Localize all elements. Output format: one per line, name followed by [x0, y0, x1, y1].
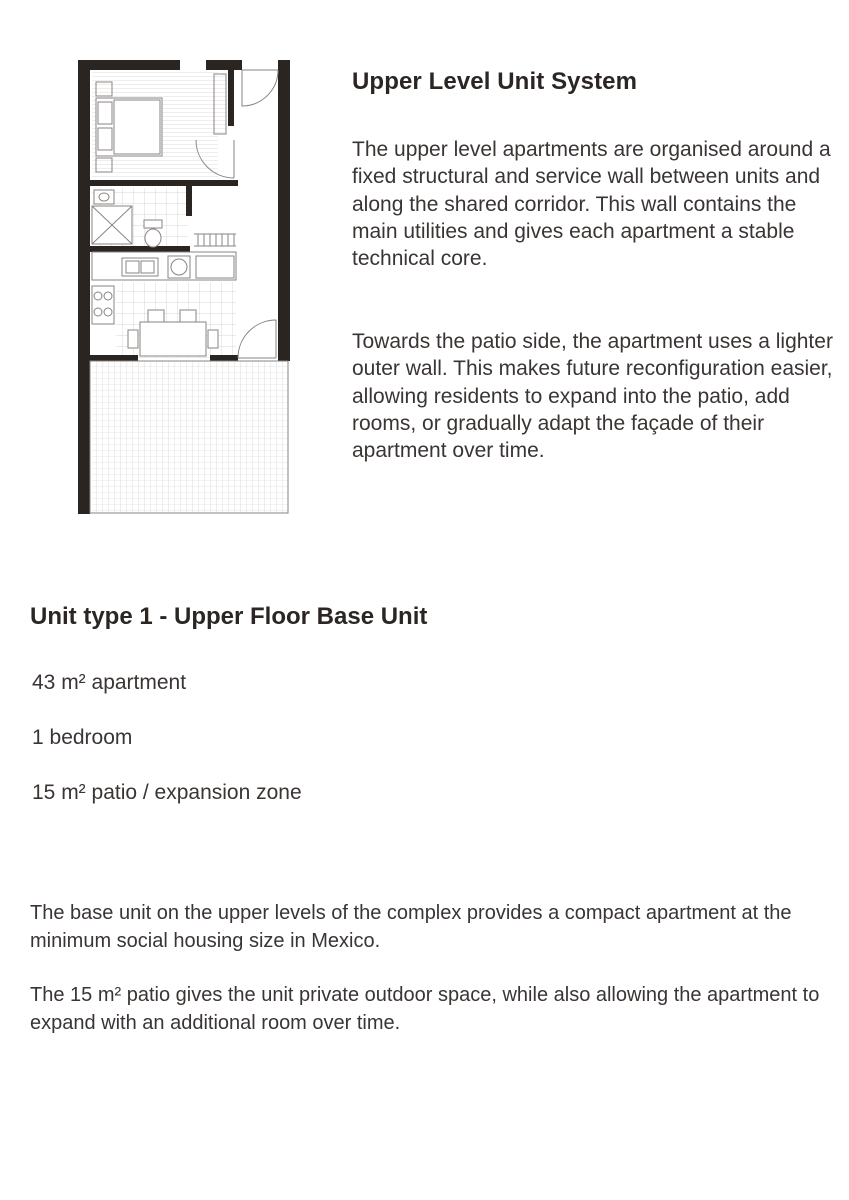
section-title: Upper Level Unit System: [352, 68, 638, 95]
unit-description: The base unit on the upper levels of the complex provides a compact apartment at the minimum social housing size in Mexico.: [30, 902, 792, 952]
intro-paragraph: Towards the patio side, the apartment uses a lighter outer wall. This makes future reconfiguration easier, allowing residents to expand into the patio, add rooms, or gradually adapt the façade of their apartment over time.: [352, 330, 833, 463]
unit-title: Unit type 1 - Upper Floor Base Unit: [30, 603, 428, 630]
spec-bedrooms: 1 bedroom: [32, 726, 133, 749]
patio-floor: [92, 361, 288, 513]
unit-description: The 15 m² patio gives the unit private outdoor space, while also allowing the apartment to expand with an additional room over time.: [30, 984, 820, 1034]
spec-patio: 15 m² patio / expansion zone: [32, 781, 302, 804]
floor-plan-drawing: [78, 60, 292, 516]
spec-area: 43 m² apartment: [32, 671, 187, 694]
intro-paragraph: The upper level apartments are organised around a fixed structural and service wall between units and along the shared corridor. This wall contains the main utilities and gives each apartment a stable technical core.: [352, 138, 831, 271]
